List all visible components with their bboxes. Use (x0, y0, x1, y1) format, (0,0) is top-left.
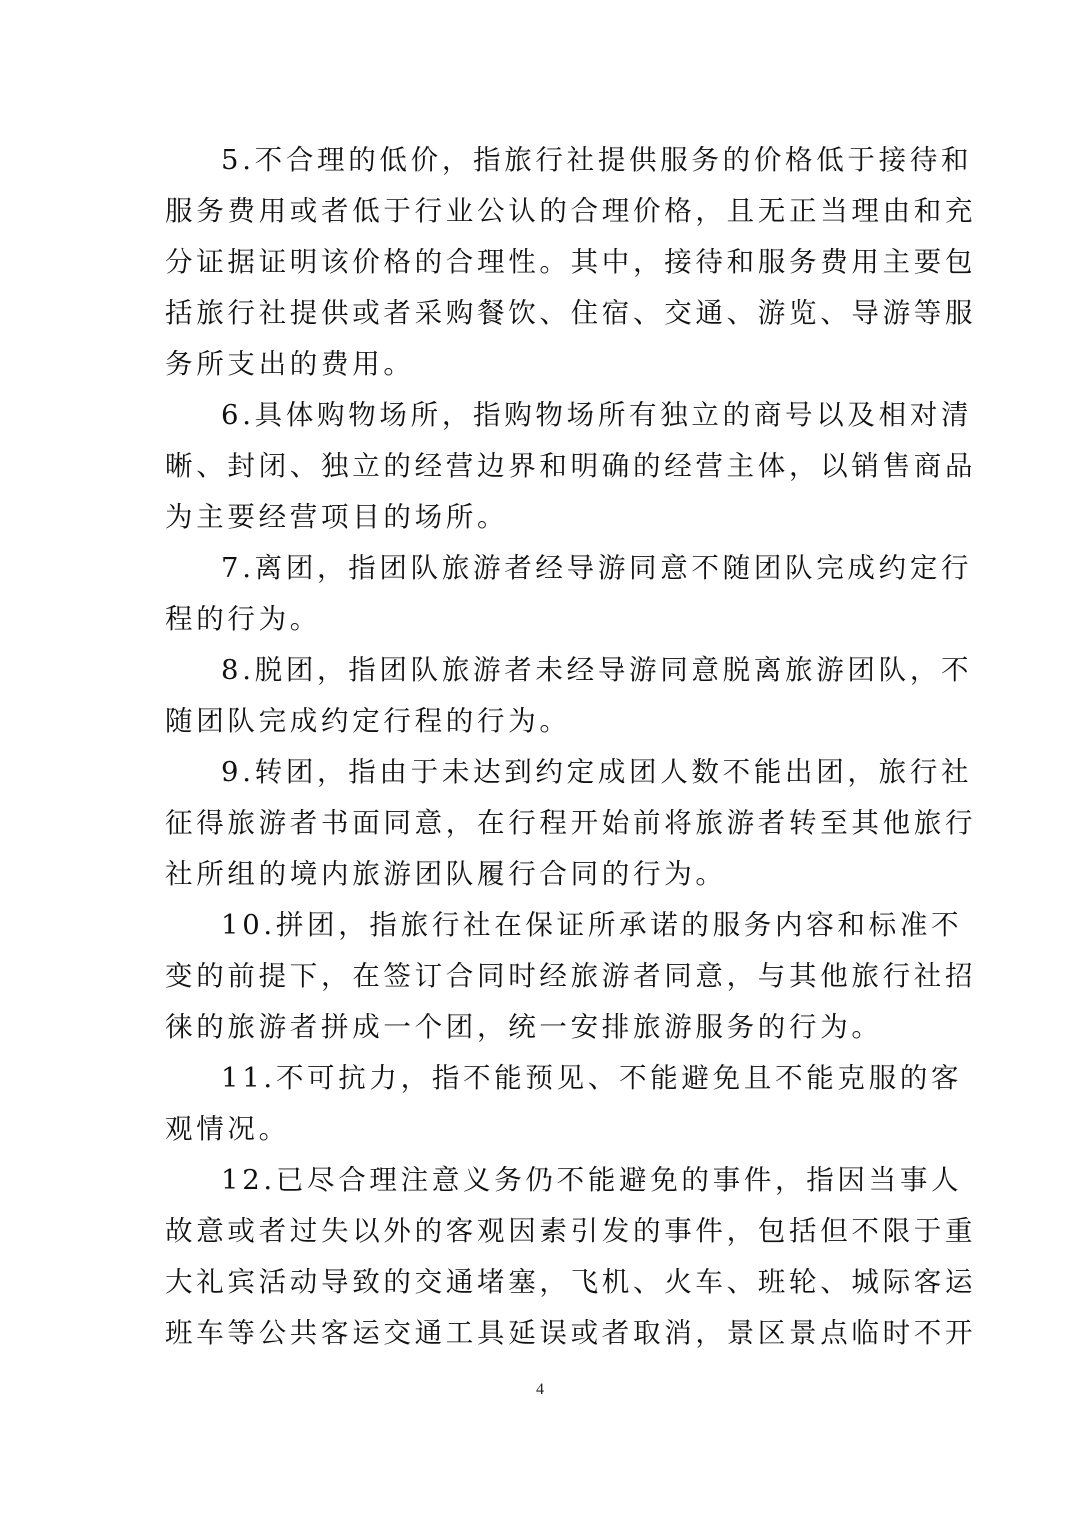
paragraph-line: 为主要经营项目的场所。 (165, 501, 509, 533)
paragraph-first-line: 10.拼团，指旅行社在保证所承诺的服务内容和标准不 (221, 909, 963, 941)
body-text (165, 135, 977, 1359)
page-number: 4 (536, 1381, 544, 1398)
paragraph-line: 大礼宾活动导致的交通堵塞，飞机、火车、班轮、城际客运 (165, 1266, 977, 1298)
paragraph-first-line: 6.具体购物场所，指购物场所有独立的商号以及相对清 (221, 399, 973, 431)
paragraph-first-line: 12.已尽合理注意义务仍不能避免的事件，指因当事人 (221, 1164, 963, 1196)
paragraph-line: 故意或者过失以外的客观因素引发的事件，包括但不限于重 (165, 1215, 977, 1247)
paragraph-line: 观情况。 (165, 1113, 290, 1145)
paragraph-line: 变的前提下，在签订合同时经旅游者同意，与其他旅行社招 (165, 960, 977, 992)
paragraph-line: 班车等公共客运交通工具延误或者取消，景区景点临时不开 (165, 1317, 977, 1349)
paragraph-line: 括旅行社提供或者采购餐饮、住宿、交通、游览、导游等服 (165, 297, 977, 329)
paragraph-line: 社所组的境内旅游团队履行合同的行为。 (165, 858, 727, 890)
paragraph-line: 服务费用或者低于行业公认的合理价格，且无正当理由和充 (165, 195, 977, 227)
paragraph-first-line: 7.离团，指团队旅游者经导游同意不随团队完成约定行 (221, 552, 973, 584)
paragraph-line: 征得旅游者书面同意，在行程开始前将旅游者转至其他旅行 (165, 807, 977, 839)
paragraph-line: 随团队完成约定行程的行为。 (165, 705, 571, 737)
paragraph-first-line: 11.不可抗力，指不能预见、不能避免且不能克服的客 (221, 1062, 963, 1094)
paragraph-first-line: 5.不合理的低价，指旅行社提供服务的价格低于接待和 (221, 144, 973, 176)
paragraph-line: 程的行为。 (165, 603, 321, 635)
paragraph-line: 务所支出的费用。 (165, 348, 415, 380)
paragraph-line: 晰、封闭、独立的经营边界和明确的经营主体，以销售商品 (165, 450, 977, 482)
paragraph-line: 徕的旅游者拼成一个团，统一安排旅游服务的行为。 (165, 1011, 883, 1043)
paragraph-line: 分证据证明该价格的合理性。其中，接待和服务费用主要包 (165, 246, 977, 278)
paragraph-first-line: 8.脱团，指团队旅游者未经导游同意脱离旅游团队，不 (221, 654, 973, 686)
paragraph-first-line: 9.转团，指由于未达到约定成团人数不能出团，旅行社 (221, 756, 973, 788)
